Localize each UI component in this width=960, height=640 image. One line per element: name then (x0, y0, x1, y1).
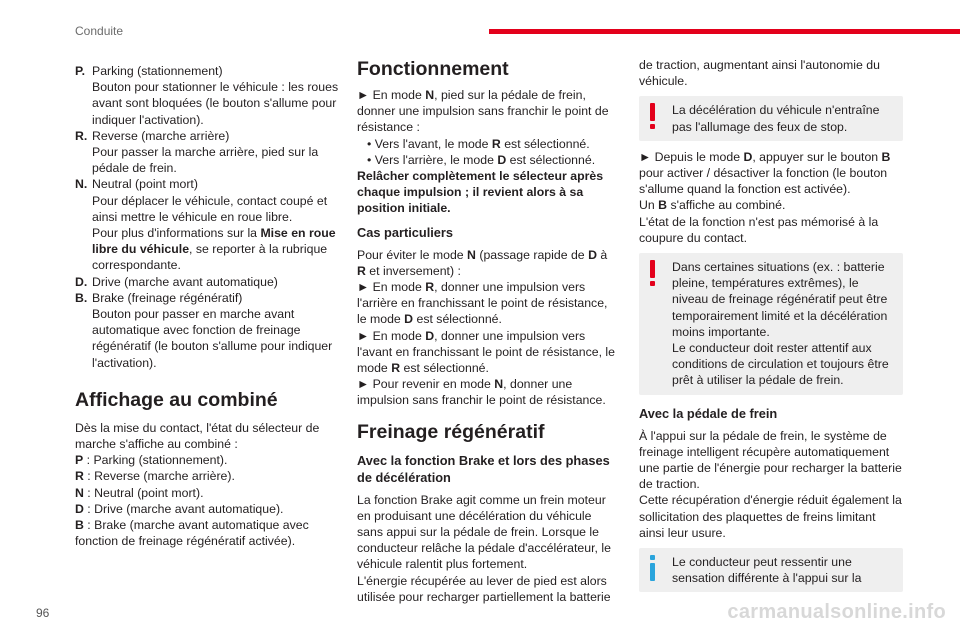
subsection-title-cas: Cas particuliers (357, 224, 454, 240)
display-item-n: N : Neutral (point mort). (75, 485, 204, 500)
column-3: de traction, augmentant ainsi l'autonomie du véhicule. La décélération du véhicule n'entraîne pas l'allumage des feux de stop. ► Depuis le mode D, appuyer sur le bouton B pour activer / désactiver la fonction (le bouton s'allume quand la fonction est activée). Un B s'affiche au combiné. L'état de la fonction n'est pas mémorisé à la coupure du contact. Dans certaines situations (ex. : batterie pleine, températures extrêmes), le niveau de freinage régénératif peut être temporairement limité et la décélération moins importante. Le conducteur doit rester attentif aux conditions de circulation et toujours être prêt à utiliser la pédale de frein. Avec la pédale de frein À l'appui sur la pédale de frein, le système de freinage intelligent récupère automatiquement une partie de l'énergie pour recharger la batterie de traction. Cette récupération d'énergie réduit également la sollicitation des plaquettes de freins limitant ainsi leur usure. Le conducteur peut ressentir une sensation différente à l'appui sur la (639, 57, 903, 600)
column-1: P. Parking (stationnement) Bouton pour stationner le véhicule : les roues avant sont bloquées (le bouton s'allume pour indiquer l'activation). R. Reverse (marche arrière) Pour passer la marche arrière, pied sur la pédale de frein. N. Neutral (point mort) Pour déplacer le véhicule, contact coupé et ainsi mettre le véhicule en roue libre. Pour plus d'informations sur la Mise en roue libre du véhicule, se reporter à la rubrique correspondante. D. Drive (marche avant automatique) B. Brake (freinage régénératif) Bouton pour passer en marche avant automatique avec fonction de freinage régénératif (le bouton s'allume pour indiquer l'activation). Affichage au combiné Dès la mise du contact, l'état du sélecteur de marche s'affiche au combiné : P : Parking (stationnement). R : Reverse (marche arrière). N : Neutral (point mort). D : Drive (marche avant automatique). B : Brake (marche avant automatique avec fonction de freinage régénératif activée). (75, 63, 345, 549)
watermark: carmanualsonline.info (727, 601, 946, 623)
subsection-title-pedale: Avec la pédale de frein (639, 405, 778, 421)
list-item-parking: P. Parking (stationnement) Bouton pour stationner le véhicule : les roues avant sont bloquées (le bouton s'allume pour indiquer l'activation). (75, 64, 339, 127)
display-b-note: Un B s'affiche au combiné. (639, 198, 786, 213)
list-item-brake: B. Brake (freinage régénératif) Bouton pour passer en marche avant automatique avec fonction de freinage régénératif (le bouton s'allume pour indiquer l'activation). (75, 290, 333, 370)
display-item-r: R : Reverse (marche arrière). (75, 469, 235, 484)
brake-button-step: ► Depuis le mode D, appuyer sur le bouton B pour activer / désactiver la fonction (le bouton s'allume quand la fonction est activée). (639, 149, 891, 197)
cas-step-n: ► Pour revenir en mode N, donner une impulsion sans franchir le point de résistance. (357, 377, 606, 408)
display-item-b: B : Brake (marche avant automatique avec fonction de freinage régénératif activée). (75, 518, 309, 549)
info-icon (649, 555, 656, 581)
cas-step-d: ► En mode D, donner une impulsion vers l'avant en franchissant le point de résistance, le mode R est sélectionné. (357, 328, 616, 376)
page-number: 96 (36, 606, 50, 620)
cas-intro: Pour éviter le mode N (passage rapide de D à R et inversement) : (357, 247, 608, 278)
column-2: Fonctionnement ► En mode N, pied sur la pédale de frein, donner une impulsion sans franchir le point de résistance : • Vers l'avant, le mode R est sélectionné. • Vers l'arrière, le mode D est sélectionné. Relâcher complètement le sélecteur après chaque impulsion ; il revient alors à sa position initiale. Cas particuliers Pour éviter le mode N (passage rapide de D à R et inversement) : ► En mode R, donner une impulsion vers l'arrière en franchissant le point de résistance, le mode D est sélectionné. ► En mode D, donner une impulsion vers l'avant en franchissant le point de résistance, le mode R est sélectionné. ► Pour revenir en mode N, donner une impulsion sans franchir le point de résistance. Freinage régénératif Avec la fonction Brake et lors des phases de décélération La fonction Brake agit comme un frein moteur en produisant une décélération du véhicule sans appui sur la pédale de frein. Lorsque le conducteur relâche la pédale d'accélérateur, le véhicule ralentit plus fortement. L'énergie récupérée au lever de pied est alors utilisée pour recharger partiellement la batterie (357, 57, 619, 605)
display-item-p: P : Parking (stationnement). (75, 453, 228, 468)
section-title-affichage: Affichage au combiné (75, 388, 278, 411)
fonctionnement-step: ► En mode N, pied sur la pédale de frein, donner une impulsion sans franchir le point de résistance : (357, 88, 609, 135)
header-accent-bar (489, 29, 960, 34)
release-note: Relâcher complètement le sélecteur après chaque impulsion ; il revient alors à sa position initiale. (357, 169, 604, 216)
section-title-freinage: Freinage régénératif (357, 420, 545, 443)
section-title-fonctionnement: Fonctionnement (357, 58, 509, 80)
cas-step-r: ► En mode R, donner une impulsion vers l'arrière en franchissant le point de résistance, le mode D est sélectionné. (357, 280, 608, 327)
bullet-backward: • Vers l'arrière, le mode D est sélectionné. (367, 152, 596, 167)
warning-box-stop-lights: La décélération du véhicule n'entraîne pas l'allumage des feux de stop. (639, 96, 903, 140)
display-item-d: D : Drive (marche avant automatique). (75, 501, 284, 516)
subsection-title-brake: Avec la fonction Brake et lors des phases de décélération (357, 452, 610, 485)
chapter-title: Conduite (75, 24, 124, 38)
warning-exclamation-icon (649, 103, 656, 129)
warning-box-regen-limit: Dans certaines situations (ex. : batterie pleine, températures extrêmes), le niveau de freinage régénératif peut être temporairement limité et la décélération moins importante. Le conducteur doit rester attentif aux conditions de circulation et toujours être prêt à utiliser la pédale de frein. (639, 253, 903, 395)
info-box-pedal-feel: Le conducteur peut ressentir une sensation différente à l'appui sur la (639, 548, 903, 592)
list-item-drive: D. Drive (marche avant automatique) (75, 274, 278, 289)
list-item-neutral: N. Neutral (point mort) Pour déplacer le véhicule, contact coupé et ainsi mettre le véhicule en roue libre. Pour plus d'informations sur la Mise en roue libre du véhicule, se reporter à la rubrique correspondante. (75, 176, 345, 273)
list-item-reverse: R. Reverse (marche arrière) Pour passer la marche arrière, pied sur la pédale de frein. (75, 128, 319, 176)
bullet-forward: • Vers l'avant, le mode R est sélectionné. (367, 136, 590, 151)
warning-exclamation-icon (649, 260, 656, 286)
neutral-more-info: Pour plus d'informations sur la Mise en roue libre du véhicule, se reporter à la rubrique correspondante. (92, 226, 336, 273)
